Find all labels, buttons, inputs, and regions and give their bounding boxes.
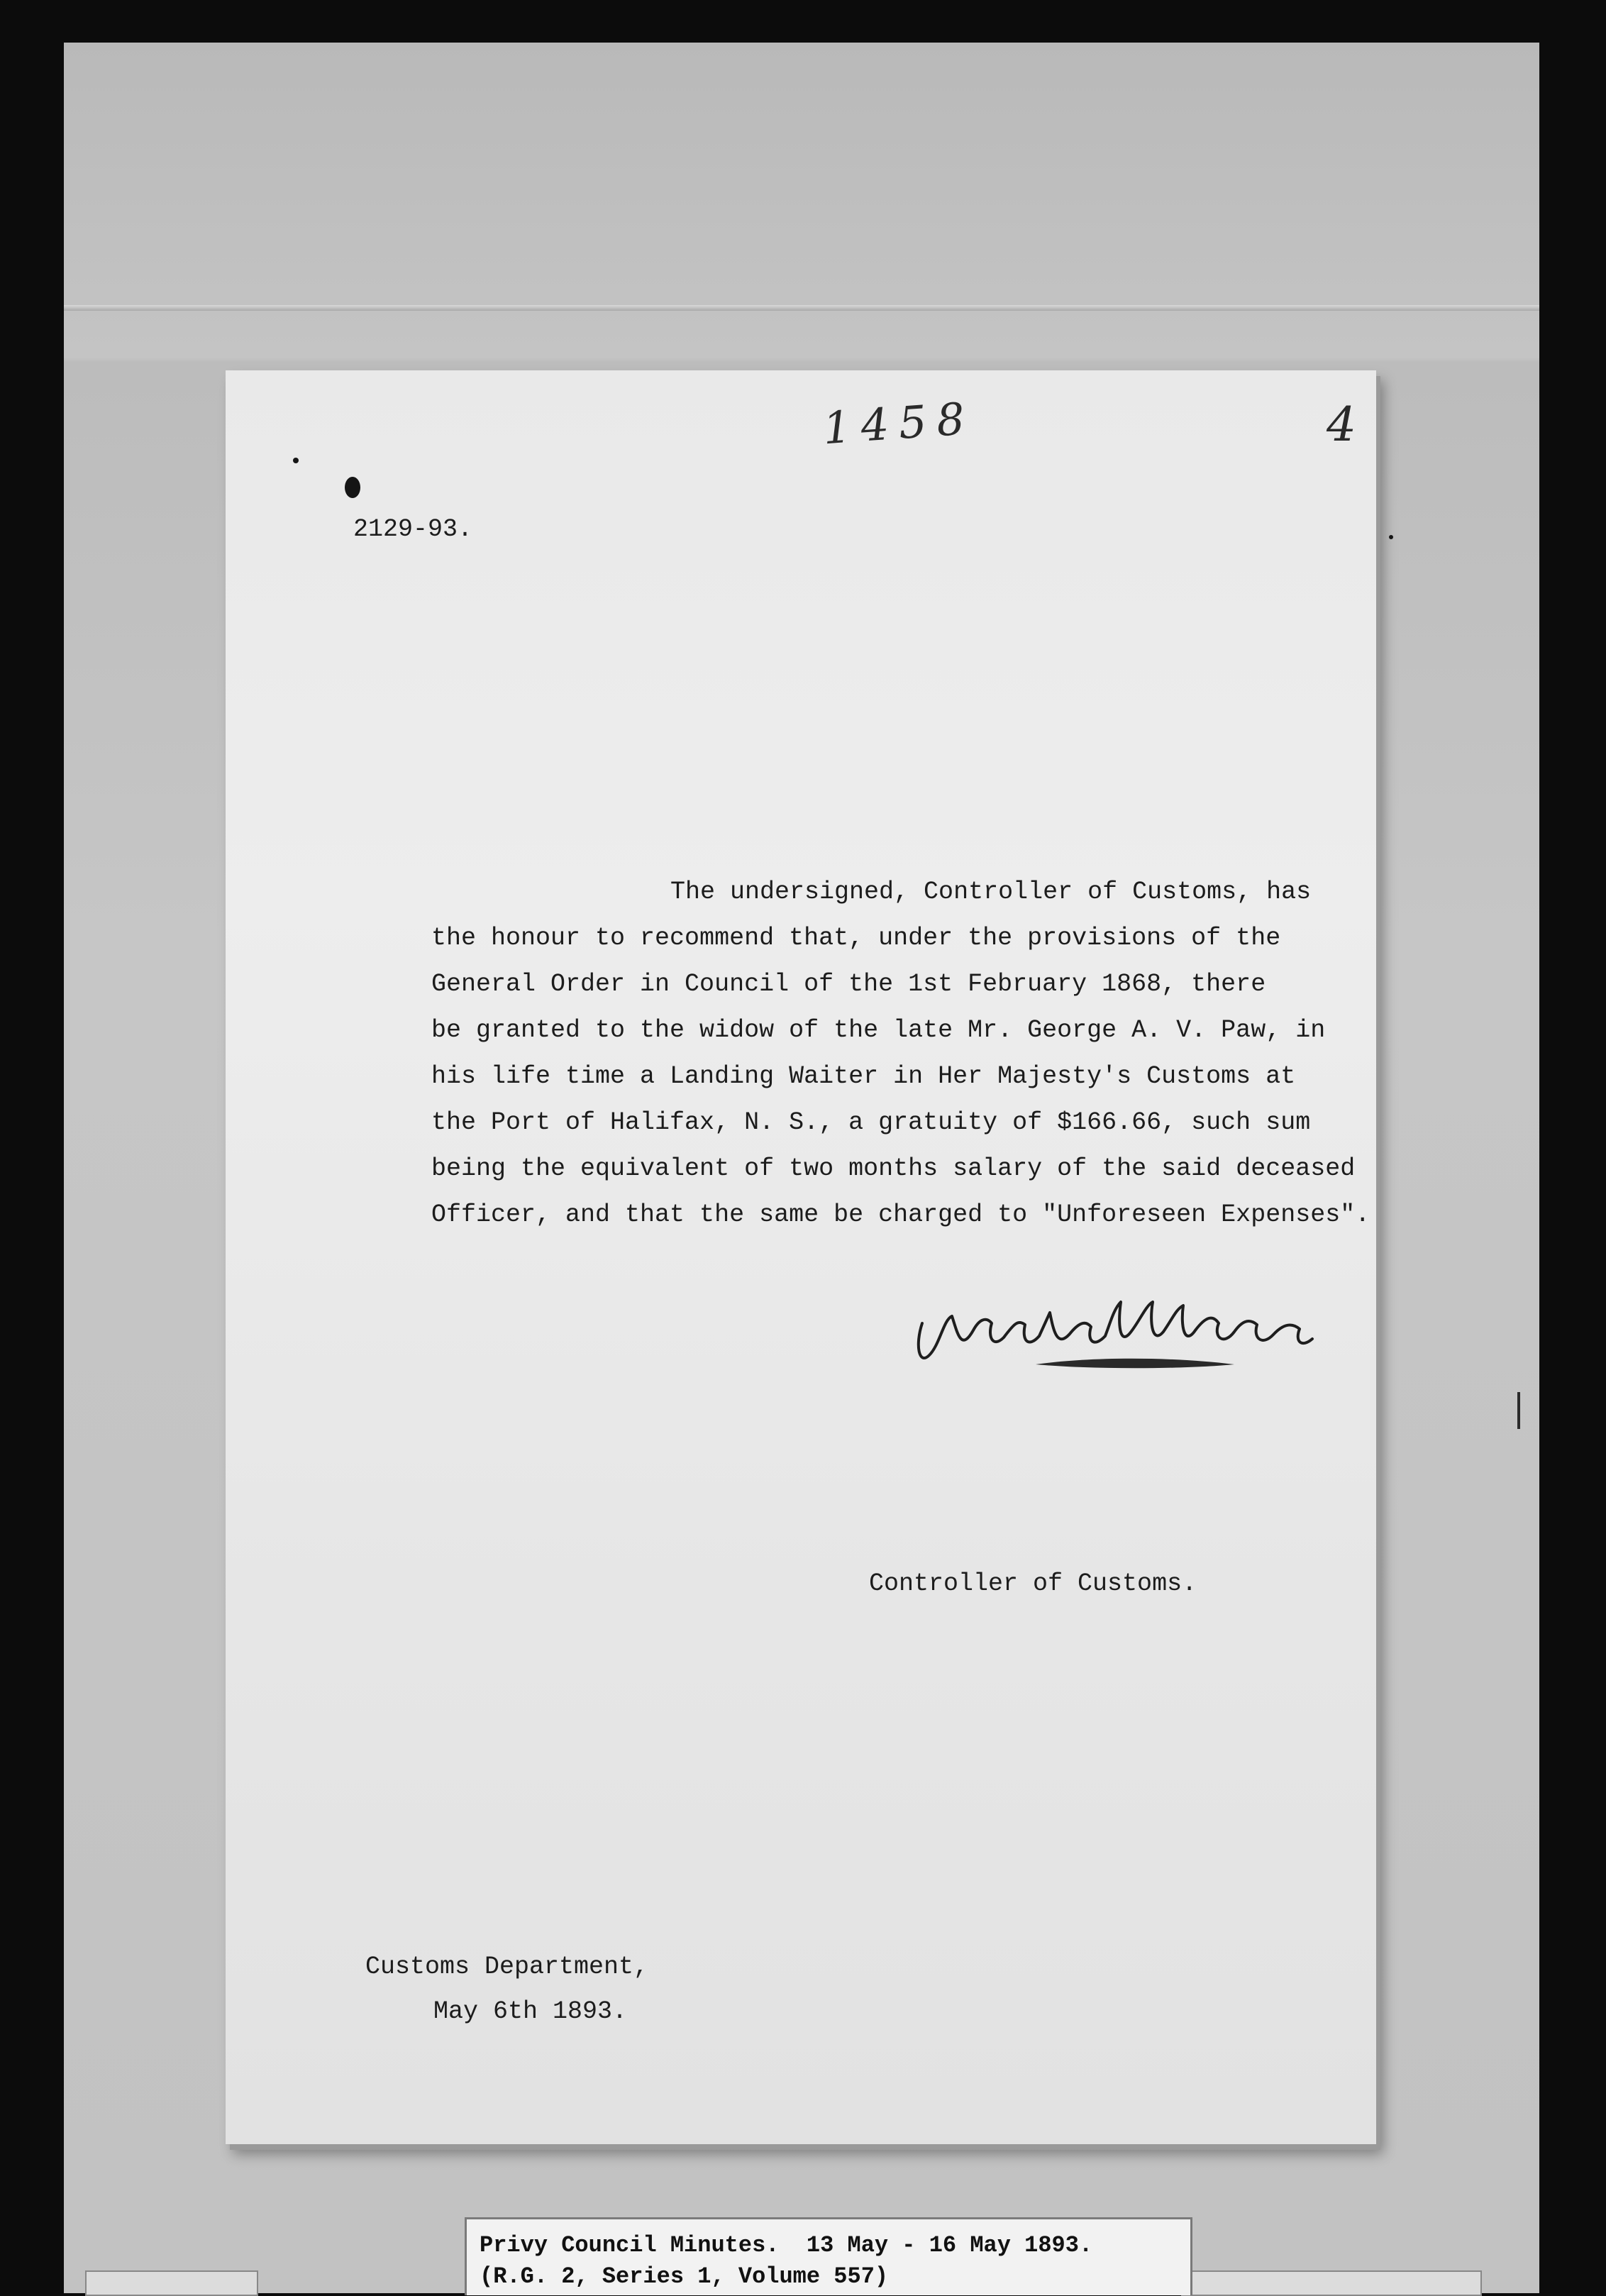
body-line: his life time a Landing Waiter in Her Majesty's Customs at <box>431 1062 1296 1091</box>
body-line: the Port of Halifax, N. S., a gratuity of $166.66, such sum <box>431 1108 1311 1137</box>
margin-mark <box>1517 1392 1520 1429</box>
body-line: being the equivalent of two months salary of the said deceased <box>431 1154 1356 1183</box>
department-name: Customs Department, <box>365 1953 649 1981</box>
body-line: Officer, and that the same be charged to "Unforeseen Expenses". <box>431 1201 1370 1229</box>
body-line: General Order in Council of the 1st February 1868, there <box>431 970 1266 998</box>
caption-line: Privy Council Minutes. 13 May - 16 May 1893. <box>480 2232 1093 2258</box>
handwritten-signature <box>908 1281 1319 1387</box>
handwritten-folio-number: 4 <box>1327 397 1356 452</box>
file-number: 2129-93. <box>353 515 473 543</box>
signature-title: Controller of Customs. <box>869 1569 1197 1598</box>
document-page <box>226 370 1376 2144</box>
handwritten-number: 1458 <box>821 392 977 455</box>
body-line: the honour to recommend that, under the provisions of the <box>431 924 1281 952</box>
film-frame-tab <box>85 2270 258 2296</box>
memo-body <box>431 869 1370 1238</box>
background-fold-edge <box>64 305 1539 311</box>
ink-spot <box>345 477 360 498</box>
document-date: May 6th 1893. <box>433 1997 628 2026</box>
body-line: be granted to the widow of the late Mr. George A. V. Paw, in <box>431 1016 1326 1044</box>
body-line: The undersigned, Controller of Customs, has <box>670 878 1312 906</box>
ink-spot <box>293 458 299 463</box>
ink-spot <box>1389 535 1393 539</box>
caption-line: (R.G. 2, Series 1, Volume 557) <box>480 2263 889 2290</box>
film-frame-tab <box>1181 2270 1482 2296</box>
archive-caption-label <box>465 2217 1192 2295</box>
